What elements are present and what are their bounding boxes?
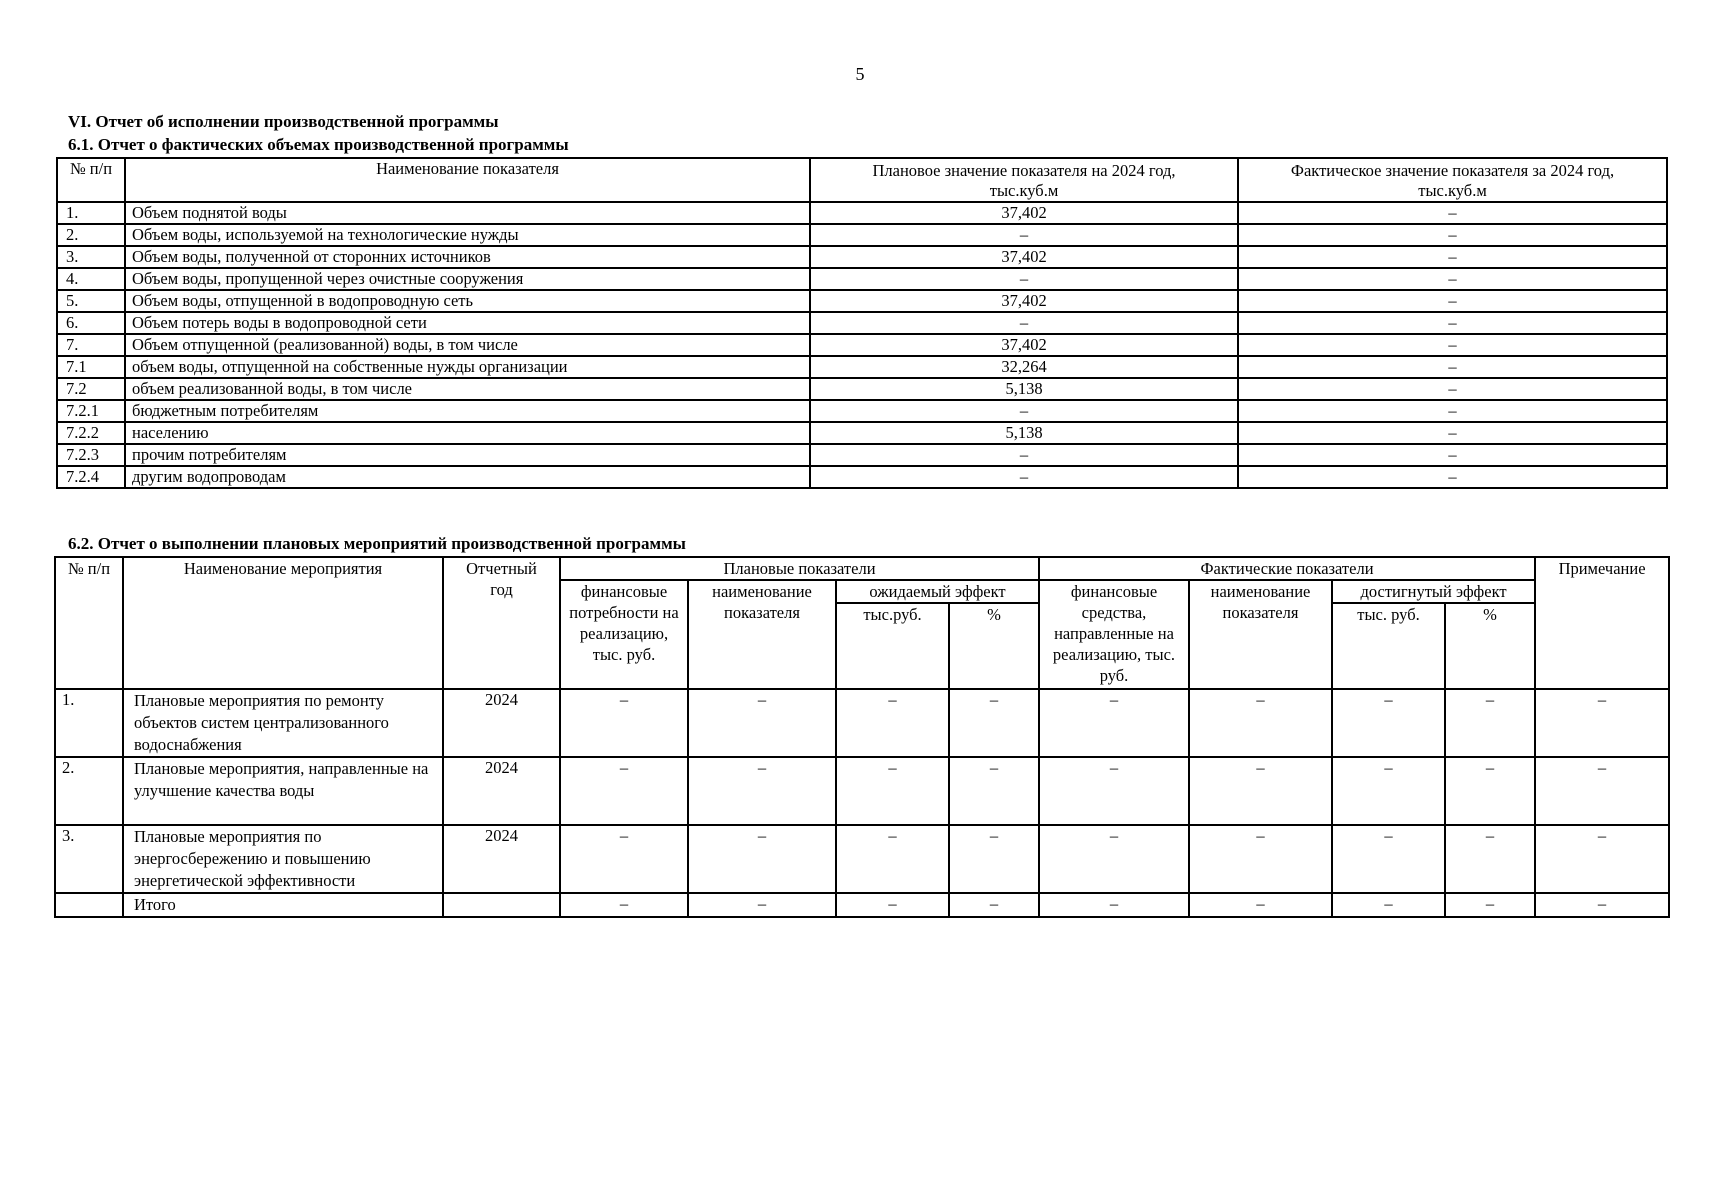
plan-value: 37,402 — [810, 202, 1238, 224]
planned-measures-table — [54, 556, 1670, 918]
value-cell: – — [1039, 757, 1189, 825]
value-cell: – — [949, 689, 1039, 757]
value-cell: – — [949, 893, 1039, 917]
indicator-name: Объем воды, используемой на технологические нужды — [125, 224, 810, 246]
value-cell: – — [688, 689, 836, 757]
t2-header-num: № п/п — [55, 557, 123, 689]
fact-value: – — [1238, 290, 1667, 312]
value-cell: – — [1332, 893, 1445, 917]
table-row — [57, 312, 1667, 334]
t2-header-plan-fin: финансовые потребности на реализацию, тыс. руб. — [560, 580, 688, 689]
report-year: 2024 — [443, 757, 560, 825]
measure-name: Плановые мероприятия, направленные на улучшение качества воды — [123, 757, 443, 825]
plan-value: 37,402 — [810, 334, 1238, 356]
table2-header-row-1 — [55, 557, 1669, 580]
fact-value: – — [1238, 312, 1667, 334]
t1-header-name: Наименование показателя — [125, 158, 810, 202]
table-row — [57, 466, 1667, 488]
plan-value: 37,402 — [810, 246, 1238, 268]
fact-value: – — [1238, 444, 1667, 466]
value-cell: – — [836, 757, 949, 825]
table-row — [57, 246, 1667, 268]
row-number: 2. — [55, 757, 123, 825]
plan-value: – — [810, 444, 1238, 466]
row-number: 7. — [57, 334, 125, 356]
row-number — [55, 893, 123, 917]
report-year: 2024 — [443, 825, 560, 893]
fact-value: – — [1238, 334, 1667, 356]
table-row — [57, 202, 1667, 224]
t2-header-plan-group: Плановые показатели — [560, 557, 1039, 580]
row-number: 7.2 — [57, 378, 125, 400]
value-cell: – — [1332, 689, 1445, 757]
t1-header-num: № п/п — [57, 158, 125, 202]
t2-header-fact-rub: тыс. руб. — [1332, 603, 1445, 689]
row-number: 1. — [55, 689, 123, 757]
fact-value: – — [1238, 202, 1667, 224]
table1-header-row — [57, 158, 1667, 202]
value-cell: – — [1332, 757, 1445, 825]
row-number: 7.1 — [57, 356, 125, 378]
page-number: 5 — [855, 64, 865, 84]
fact-value: – — [1238, 378, 1667, 400]
value-cell: – — [560, 689, 688, 757]
value-cell: – — [1535, 757, 1669, 825]
table-row — [57, 422, 1667, 444]
value-cell: – — [949, 757, 1039, 825]
total-row — [55, 893, 1669, 917]
actual-volumes-table — [56, 157, 1668, 489]
row-number: 3. — [55, 825, 123, 893]
row-number: 3. — [57, 246, 125, 268]
indicator-name: населению — [125, 422, 810, 444]
table-row — [57, 400, 1667, 422]
row-number: 5. — [57, 290, 125, 312]
table-row — [55, 689, 1669, 757]
plan-value: 37,402 — [810, 290, 1238, 312]
measure-name: Плановые мероприятия по ремонту объектов систем централизованного водоснабжения — [123, 689, 443, 757]
indicator-name: Объем отпущенной (реализованной) воды, в том числе — [125, 334, 810, 356]
t2-header-fact-fin: финансовые средства, направленные на реализацию, тыс. руб. — [1039, 580, 1189, 689]
t2-header-name: Наименование мероприятия — [123, 557, 443, 689]
value-cell: – — [1445, 825, 1535, 893]
plan-value: – — [810, 466, 1238, 488]
row-number: 4. — [57, 268, 125, 290]
fact-value: – — [1238, 224, 1667, 246]
row-number: 1. — [57, 202, 125, 224]
table-row — [55, 757, 1669, 825]
fact-value: – — [1238, 268, 1667, 290]
table-row — [57, 290, 1667, 312]
t2-header-note: Примечание — [1535, 557, 1669, 689]
report-year: 2024 — [443, 689, 560, 757]
measure-name: Плановые мероприятия по энергосбережению и повышению энергетической эффективности — [123, 825, 443, 893]
t2-header-plan-rub: тыс.руб. — [836, 603, 949, 689]
indicator-name: другим водопроводам — [125, 466, 810, 488]
t1-header-plan: Плановое значение показателя на 2024 год, тыс.куб.м — [810, 158, 1238, 202]
plan-value: – — [810, 268, 1238, 290]
t2-header-fact-indicator: наименование показателя — [1189, 580, 1332, 689]
plan-value: – — [810, 224, 1238, 246]
table-row — [57, 268, 1667, 290]
value-cell: – — [688, 757, 836, 825]
report-year — [443, 893, 560, 917]
value-cell: – — [560, 757, 688, 825]
value-cell: – — [1535, 893, 1669, 917]
t2-header-fact-pct: % — [1445, 603, 1535, 689]
indicator-name: Объем воды, полученной от сторонних источников — [125, 246, 810, 268]
subsection-2-title: 6.2. Отчет о выполнении плановых мероприятий производственной программы — [68, 534, 686, 553]
indicator-name: Объем воды, отпущенной в водопроводную сеть — [125, 290, 810, 312]
value-cell: – — [1039, 893, 1189, 917]
measure-name: Итого — [123, 893, 443, 917]
table-row — [57, 334, 1667, 356]
table-row — [55, 825, 1669, 893]
value-cell: – — [1332, 825, 1445, 893]
table-row — [57, 356, 1667, 378]
value-cell: – — [1189, 757, 1332, 825]
plan-value: 5,138 — [810, 378, 1238, 400]
fact-value: – — [1238, 400, 1667, 422]
plan-value: – — [810, 400, 1238, 422]
value-cell: – — [560, 825, 688, 893]
value-cell: – — [1189, 825, 1332, 893]
table-row — [57, 444, 1667, 466]
value-cell: – — [949, 825, 1039, 893]
row-number: 7.2.1 — [57, 400, 125, 422]
value-cell: – — [1039, 689, 1189, 757]
row-number: 6. — [57, 312, 125, 334]
t2-header-fact-group: Фактические показатели — [1039, 557, 1535, 580]
indicator-name: бюджетным потребителям — [125, 400, 810, 422]
plan-value: 5,138 — [810, 422, 1238, 444]
row-number: 7.2.3 — [57, 444, 125, 466]
t1-header-fact: Фактическое значение показателя за 2024 год, тыс.куб.м — [1238, 158, 1667, 202]
row-number: 7.2.4 — [57, 466, 125, 488]
t2-header-plan-effect: ожидаемый эффект — [836, 580, 1039, 603]
indicator-name: прочим потребителям — [125, 444, 810, 466]
value-cell: – — [688, 825, 836, 893]
fact-value: – — [1238, 246, 1667, 268]
value-cell: – — [836, 893, 949, 917]
t2-header-fact-effect: достигнутый эффект — [1332, 580, 1535, 603]
t2-header-year: Отчетный год — [443, 557, 560, 689]
value-cell: – — [1535, 689, 1669, 757]
value-cell: – — [560, 893, 688, 917]
value-cell: – — [1445, 893, 1535, 917]
row-number: 2. — [57, 224, 125, 246]
plan-value: – — [810, 312, 1238, 334]
value-cell: – — [1189, 893, 1332, 917]
section-title: VI. Отчет об исполнении производственной программы — [68, 112, 499, 131]
t2-header-plan-pct: % — [949, 603, 1039, 689]
subsection-1-title: 6.1. Отчет о фактических объемах производственной программы — [68, 135, 569, 154]
value-cell: – — [836, 689, 949, 757]
row-number: 7.2.2 — [57, 422, 125, 444]
value-cell: – — [836, 825, 949, 893]
table-row — [57, 378, 1667, 400]
fact-value: – — [1238, 422, 1667, 444]
indicator-name: объем воды, отпущенной на собственные нужды организации — [125, 356, 810, 378]
value-cell: – — [1189, 689, 1332, 757]
value-cell: – — [1535, 825, 1669, 893]
value-cell: – — [1039, 825, 1189, 893]
fact-value: – — [1238, 356, 1667, 378]
fact-value: – — [1238, 466, 1667, 488]
value-cell: – — [688, 893, 836, 917]
table-row — [57, 224, 1667, 246]
value-cell: – — [1445, 689, 1535, 757]
indicator-name: Объем воды, пропущенной через очистные сооружения — [125, 268, 810, 290]
t2-header-plan-indicator: наименование показателя — [688, 580, 836, 689]
value-cell: – — [1445, 757, 1535, 825]
indicator-name: Объем потерь воды в водопроводной сети — [125, 312, 810, 334]
indicator-name: Объем поднятой воды — [125, 202, 810, 224]
indicator-name: объем реализованной воды, в том числе — [125, 378, 810, 400]
plan-value: 32,264 — [810, 356, 1238, 378]
